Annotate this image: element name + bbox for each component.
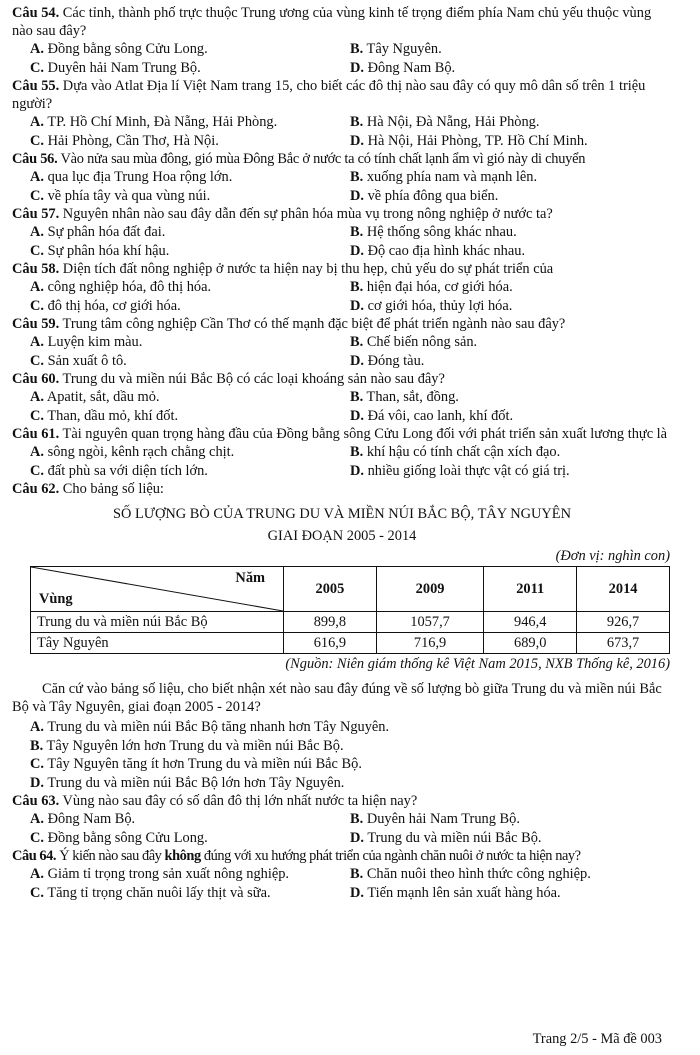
- option-letter: A.: [30, 224, 44, 240]
- option-text: Đồng bằng sông Cửu Long.: [47, 41, 208, 57]
- question-63: [12, 792, 672, 847]
- option-letter: C.: [30, 59, 44, 76]
- option-letter: D.: [350, 352, 364, 369]
- option-text: Giảm tỉ trọng trong sản xuất nông nghiệp.: [47, 866, 290, 882]
- question-text-after: đúng với xu hướng phát triển của ngành chăn nuôi ở nước ta hiện nay?: [203, 848, 581, 864]
- table-source: (Nguồn: Niên giám thống kê Việt Nam 2015, NXB Thống kê, 2016): [285, 656, 670, 672]
- option-letter: D.: [350, 884, 364, 901]
- option-d: [350, 297, 690, 316]
- option-d: [350, 242, 690, 261]
- question-stem: [12, 370, 672, 388]
- option-b: [350, 333, 690, 352]
- question-stem: [12, 4, 672, 40]
- question-64: [12, 847, 672, 902]
- page-footer: Trang 2/5 - Mã đề 003: [532, 1031, 662, 1047]
- question-number: Câu 58.: [12, 261, 60, 277]
- question-number: Câu 60.: [12, 371, 60, 387]
- question-55: [12, 77, 672, 150]
- option-text: Tây Nguyên lớn hơn Trung du và miền núi Bắc Bộ.: [46, 737, 344, 754]
- options: [12, 718, 672, 792]
- corner-header-cell: [31, 567, 284, 612]
- option-letter: A.: [30, 866, 44, 882]
- option-c: [30, 297, 350, 316]
- option-letter: A.: [30, 719, 44, 735]
- value-cell: 673,7: [577, 633, 670, 654]
- option-text: Đông Nam Bộ.: [47, 811, 136, 827]
- option-text: sông ngòi, kênh rạch chằng chịt.: [47, 444, 235, 460]
- option-a: [30, 168, 350, 187]
- option-letter: D.: [350, 187, 364, 204]
- question-stem: [12, 205, 672, 223]
- question-number: Câu 54.: [12, 5, 60, 21]
- option-letter: D.: [350, 407, 364, 424]
- question-stem: [12, 792, 672, 810]
- option-letter: B.: [350, 389, 364, 405]
- option-c: [30, 187, 350, 206]
- header-region-label: Vùng: [39, 591, 73, 607]
- option-letter: D.: [350, 242, 364, 259]
- option-text: Than, sắt, đồng.: [366, 389, 459, 405]
- option-letter: C.: [30, 884, 44, 901]
- option-text: về phía đông qua biển.: [367, 187, 499, 204]
- question-stem: [12, 425, 672, 443]
- option-c: [30, 352, 350, 371]
- option-c: [30, 829, 350, 848]
- option-text: Độ cao địa hình khác nhau.: [367, 242, 526, 259]
- options: [12, 223, 672, 260]
- option-letter: C.: [30, 187, 44, 204]
- option-letter: A.: [30, 444, 44, 460]
- option-b: [350, 113, 690, 132]
- option-a: [30, 40, 350, 59]
- option-text: Tăng tỉ trọng chăn nuôi lấy thịt và sữa.: [47, 884, 271, 901]
- header-year-label: Năm: [235, 570, 265, 586]
- option-letter: C.: [30, 756, 44, 772]
- options: [12, 865, 672, 902]
- year-header: 2011: [484, 567, 577, 612]
- option-text: Hà Nội, Hải Phòng, TP. Hồ Chí Minh.: [367, 132, 588, 149]
- option-letter: C.: [30, 407, 44, 424]
- option-letter: C.: [30, 829, 44, 846]
- option-b: [30, 737, 672, 756]
- option-letter: B.: [350, 169, 364, 185]
- option-b: [350, 278, 690, 297]
- option-text: Hệ thống sông khác nhau.: [366, 224, 517, 240]
- table-subtitle: GIAI ĐOẠN 2005 - 2014: [267, 528, 417, 544]
- option-text: Đá vôi, cao lanh, khí đốt.: [367, 407, 514, 424]
- option-letter: A.: [30, 169, 44, 185]
- option-letter: C.: [30, 242, 44, 259]
- option-letter: B.: [350, 41, 364, 57]
- options: [12, 810, 672, 847]
- table-title: SỐ LƯỢNG BÒ CỦA TRUNG DU VÀ MIỀN NÚI BẮC BỘ, TÂY NGUYÊN: [113, 506, 571, 522]
- option-a: [30, 810, 350, 829]
- option-d: [350, 132, 690, 151]
- option-a: [30, 865, 350, 884]
- option-a: [30, 718, 672, 737]
- option-a: [30, 223, 350, 242]
- year-header: 2005: [284, 567, 377, 612]
- option-letter: B.: [350, 224, 364, 240]
- option-a: [30, 113, 350, 132]
- table-header-row: [31, 567, 670, 612]
- question-62: [12, 480, 672, 792]
- option-text: cơ giới hóa, thủy lợi hóa.: [367, 297, 513, 314]
- option-text: Sự phân hóa khí hậu.: [47, 242, 170, 259]
- table-row: [31, 633, 670, 654]
- option-letter: B.: [30, 737, 44, 754]
- option-text: Than, dầu mỏ, khí đốt.: [47, 407, 179, 424]
- value-cell: 1057,7: [376, 612, 484, 633]
- question-stem: [12, 480, 672, 498]
- option-letter: A.: [30, 279, 44, 295]
- option-letter: B.: [350, 866, 364, 882]
- question-number: Câu 57.: [12, 206, 60, 222]
- option-text: về phía tây và qua vùng núi.: [47, 187, 211, 204]
- value-cell: 899,8: [284, 612, 377, 633]
- option-c: [30, 755, 672, 774]
- option-text: hiện đại hóa, cơ giới hóa.: [366, 279, 513, 295]
- option-b: [350, 40, 690, 59]
- option-letter: B.: [350, 811, 364, 827]
- option-d: [350, 462, 690, 481]
- option-text: đất phù sa với diện tích lớn.: [47, 462, 208, 479]
- option-text: Luyện kim màu.: [47, 334, 143, 350]
- question-text: Các tỉnh, thành phố trực thuộc Trung ương của vùng kinh tế trọng điểm phía Nam chủ yếu thuộc vùng nào sau đây?: [12, 5, 652, 39]
- option-text: Hải Phòng, Cần Thơ, Hà Nội.: [47, 132, 219, 149]
- option-text: nhiều giống loài thực vật có giá trị.: [367, 462, 570, 479]
- option-d: [350, 407, 690, 426]
- option-text: Đóng tàu.: [367, 352, 425, 369]
- value-cell: 616,9: [284, 633, 377, 654]
- question-text: Trung du và miền núi Bắc Bộ có các loại khoáng sản nào sau đây?: [62, 371, 445, 387]
- question-59: [12, 315, 672, 370]
- options: [12, 388, 672, 425]
- question-stem: [12, 260, 672, 278]
- option-letter: D.: [350, 297, 364, 314]
- option-text: công nghiệp hóa, đô thị hóa.: [47, 279, 212, 295]
- option-letter: A.: [30, 389, 44, 405]
- option-text: Tiến mạnh lên sản xuất hàng hóa.: [367, 884, 561, 901]
- option-d: [350, 59, 690, 78]
- option-b: [350, 223, 690, 242]
- question-number: Câu 56.: [12, 151, 58, 167]
- option-letter: B.: [350, 279, 364, 295]
- question-56: [12, 150, 672, 205]
- option-letter: A.: [30, 334, 44, 350]
- options: [12, 168, 672, 205]
- question-number: Câu 63.: [12, 793, 60, 809]
- option-text: Đông Nam Bộ.: [367, 59, 456, 76]
- option-d: [350, 352, 690, 371]
- option-d: [350, 187, 690, 206]
- question-text-before: Ý kiến nào sau đây: [59, 848, 162, 864]
- option-text: Trung du và miền núi Bắc Bộ.: [367, 829, 542, 846]
- region-cell: Tây Nguyên: [31, 633, 284, 654]
- question-text: Diện tích đất nông nghiệp ở nước ta hiện nay bị thu hẹp, chủ yếu do sự phát triển của: [62, 261, 554, 277]
- option-b: [350, 443, 690, 462]
- option-b: [350, 168, 690, 187]
- option-letter: B.: [350, 114, 364, 130]
- question-number: Câu 61.: [12, 426, 60, 442]
- question-number: Câu 64.: [12, 848, 57, 864]
- option-letter: A.: [30, 41, 44, 57]
- options: [12, 40, 672, 77]
- option-c: [30, 59, 350, 78]
- question-58: [12, 260, 672, 315]
- question-number: Câu 62.: [12, 481, 60, 497]
- question-54: [12, 4, 672, 77]
- option-text: Trung du và miền núi Bắc Bộ tăng nhanh hơn Tây Nguyên.: [47, 719, 390, 735]
- option-c: [30, 884, 350, 903]
- question-text: Trung tâm công nghiệp Cần Thơ có thế mạnh đặc biệt để phát triển ngành nào sau đây?: [62, 316, 566, 332]
- options: [12, 278, 672, 315]
- option-a: [30, 388, 350, 407]
- option-d: [350, 884, 690, 903]
- options: [12, 443, 672, 480]
- option-text: Duyên hải Nam Trung Bộ.: [47, 59, 201, 76]
- option-letter: C.: [30, 297, 44, 314]
- option-text: Sự phân hóa đất đai.: [47, 224, 166, 240]
- option-b: [350, 810, 690, 829]
- option-b: [350, 865, 690, 884]
- option-a: [30, 443, 350, 462]
- value-cell: 716,9: [376, 633, 484, 654]
- table-row: [31, 612, 670, 633]
- year-header: 2009: [376, 567, 484, 612]
- year-header: 2014: [577, 567, 670, 612]
- option-letter: C.: [30, 462, 44, 479]
- exam-page: [12, 4, 672, 902]
- option-text: khí hậu có tính chất cận xích đạo.: [366, 444, 561, 460]
- option-letter: A.: [30, 811, 44, 827]
- option-text: Duyên hải Nam Trung Bộ.: [366, 811, 520, 827]
- data-table: [30, 566, 670, 654]
- question-stem: [12, 847, 672, 865]
- option-c: [30, 407, 350, 426]
- option-text: Trung du và miền núi Bắc Bộ lớn hơn Tây Nguyên.: [47, 774, 345, 791]
- option-letter: D.: [350, 829, 364, 846]
- option-letter: D.: [350, 132, 364, 149]
- option-text: đô thị hóa, cơ giới hóa.: [47, 297, 181, 314]
- option-b: [350, 388, 690, 407]
- question-stem: [12, 150, 672, 168]
- option-text: Đồng bằng sông Cửu Long.: [47, 829, 208, 846]
- question-60: [12, 370, 672, 425]
- option-letter: A.: [30, 114, 44, 130]
- option-text: TP. Hồ Chí Minh, Đà Nẵng, Hải Phòng.: [47, 114, 278, 130]
- option-letter: D.: [30, 774, 44, 791]
- question-number: Câu 55.: [12, 78, 60, 94]
- option-text: Chế biến nông sản.: [366, 334, 478, 350]
- option-letter: C.: [30, 132, 44, 149]
- option-letter: B.: [350, 444, 364, 460]
- emphasis-not: không: [164, 848, 201, 864]
- question-number: Câu 59.: [12, 316, 60, 332]
- question-text: Tài nguyên quan trọng hàng đầu của Đồng bằng sông Cửu Long đối với phát triển sản xuất lương thực là: [62, 426, 668, 442]
- option-a: [30, 278, 350, 297]
- option-letter: D.: [350, 462, 364, 479]
- region-cell: Trung du và miền núi Bắc Bộ: [31, 612, 284, 633]
- value-cell: 946,4: [484, 612, 577, 633]
- question-prompt: Căn cứ vào bảng số liệu, cho biết nhận xét nào sau đây đúng về số lượng bò giữa Trung du và miền núi Bắc Bộ và Tây Nguyên, giai đoạn 2005 - 2014?: [12, 681, 662, 715]
- option-letter: B.: [350, 334, 364, 350]
- question-text: Vùng nào sau đây có số dân đô thị lớn nhất nước ta hiện nay?: [62, 793, 418, 809]
- table-unit: (Đơn vị: nghìn con): [555, 548, 670, 564]
- question-text: Dựa vào Atlat Địa lí Việt Nam trang 15, cho biết các đô thị nào sau đây có quy mô dân số trên 1 triệu người?: [12, 78, 646, 112]
- option-letter: C.: [30, 352, 44, 369]
- option-c: [30, 242, 350, 261]
- option-a: [30, 333, 350, 352]
- options: [12, 113, 672, 150]
- option-letter: D.: [350, 59, 364, 76]
- option-d: [30, 774, 672, 793]
- option-d: [350, 829, 690, 848]
- option-text: Chăn nuôi theo hình thức công nghiệp.: [366, 866, 591, 882]
- option-text: Tây Nguyên.: [366, 41, 442, 57]
- option-text: Sản xuất ô tô.: [47, 352, 127, 369]
- option-text: xuống phía nam và mạnh lên.: [366, 169, 538, 185]
- question-text: Cho bảng số liệu:: [62, 481, 164, 497]
- option-c: [30, 462, 350, 481]
- question-text: Nguyên nhân nào sau đây dẫn đến sự phân hóa mùa vụ trong nông nghiệp ở nước ta?: [62, 206, 553, 222]
- option-text: Apatit, sắt, dầu mỏ.: [46, 389, 160, 405]
- option-text: Tây Nguyên tăng ít hơn Trung du và miền núi Bắc Bộ.: [47, 756, 362, 772]
- option-text: qua lục địa Trung Hoa rộng lớn.: [47, 169, 233, 185]
- value-cell: 689,0: [484, 633, 577, 654]
- question-stem: [12, 315, 672, 333]
- options: [12, 333, 672, 370]
- option-text: Hà Nội, Đà Nẵng, Hải Phòng.: [366, 114, 540, 130]
- question-61: [12, 425, 672, 480]
- question-text: Vào nửa sau mùa đông, gió mùa Đông Bắc ở nước ta có tính chất lạnh ẩm vì gió này di chuyển: [60, 151, 586, 167]
- value-cell: 926,7: [577, 612, 670, 633]
- option-c: [30, 132, 350, 151]
- question-57: [12, 205, 672, 260]
- question-stem: [12, 77, 672, 113]
